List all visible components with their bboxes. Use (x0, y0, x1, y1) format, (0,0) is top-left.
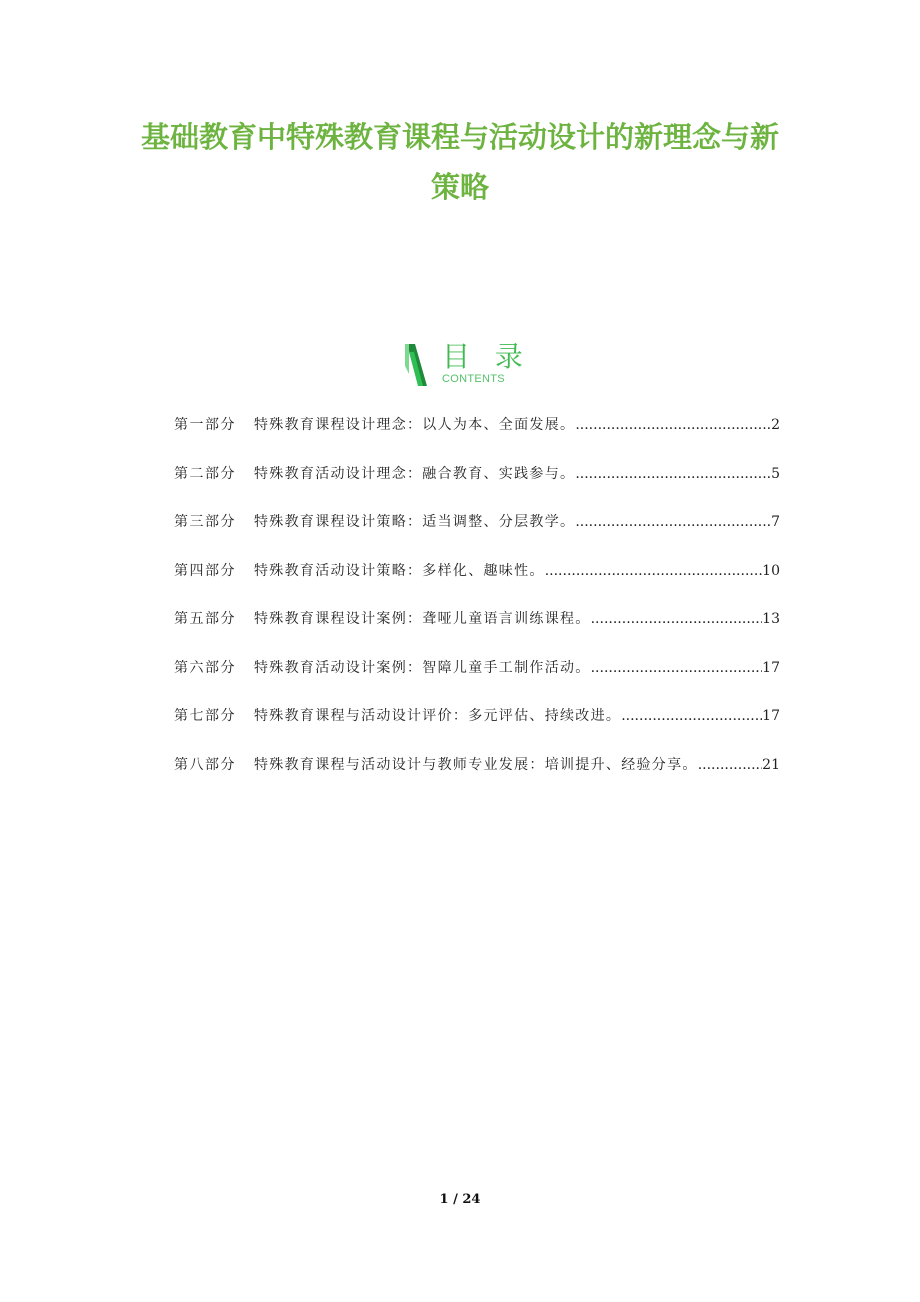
toc-entry-leader-dots (591, 653, 763, 683)
toc-entry-leader-dots (621, 701, 762, 731)
toc-entry-part-3[interactable] (174, 507, 780, 556)
toc-entry-title: 特殊教育活动设计理念：融合教育、实践参与。 (254, 465, 576, 482)
toc-header (405, 342, 535, 388)
toc-entry-page-number: 7 (771, 514, 780, 530)
toc-entry-part-7[interactable] (174, 701, 780, 750)
toc-entry-leader-dots (591, 604, 763, 634)
toc-entry-page-number: 13 (762, 611, 780, 627)
toc-entry-page-number: 17 (762, 708, 780, 724)
toc-entry-title: 特殊教育活动设计策略：多样化、趣味性。 (254, 562, 545, 579)
toc-entry-title: 特殊教育课程设计理念：以人为本、全面发展。 (254, 417, 576, 433)
toc-entry-page-number: 2 (771, 417, 780, 433)
toc-entry-title: 特殊教育课程设计策略：适当调整、分层教学。 (254, 514, 576, 530)
toc-entry-part-label: 第二部分 (174, 465, 236, 482)
document-title-line-1: 基础教育中特殊教育课程与活动设计的新理念与新 (140, 120, 779, 154)
document-title-line-2: 策略 (430, 170, 489, 204)
toc-entry-part-label: 第六部分 (174, 659, 236, 676)
table-of-contents (174, 410, 780, 798)
toc-entry-part-6[interactable] (174, 653, 780, 702)
toc-entry-page-number: 10 (762, 562, 780, 579)
toc-entry-title: 特殊教育课程设计案例：聋哑儿童语言训练课程。 (254, 611, 591, 627)
toc-entry-page-number: 17 (762, 659, 780, 676)
toc-entry-page-number: 21 (762, 756, 780, 773)
toc-entry-page-number: 5 (771, 465, 780, 482)
document-title (120, 112, 800, 212)
toc-entry-part-label: 第八部分 (174, 756, 236, 773)
toc-heading: 目 录 (442, 340, 531, 373)
toc-entry-part-label: 第一部分 (174, 417, 236, 433)
toc-entry-title: 特殊教育活动设计案例：智障儿童手工制作活动。 (254, 659, 591, 676)
toc-entry-title: 特殊教育课程与活动设计与教师专业发展：培训提升、经验分享。 (254, 756, 698, 773)
toc-entry-leader-dots (575, 459, 771, 489)
toc-entry-part-8[interactable] (174, 750, 780, 799)
toc-entry-part-label: 第七部分 (174, 708, 236, 724)
toc-entry-leader-dots (575, 507, 771, 537)
toc-entry-part-label: 第三部分 (174, 514, 236, 530)
toc-subheading: CONTENTS (442, 373, 505, 385)
toc-entry-part-label: 第五部分 (174, 611, 236, 627)
toc-entry-part-2[interactable] (174, 459, 780, 508)
toc-logo-icon (405, 344, 427, 386)
toc-entry-leader-dots (575, 410, 771, 440)
toc-entry-part-5[interactable] (174, 604, 780, 653)
toc-entry-title: 特殊教育课程与活动设计评价：多元评估、持续改进。 (254, 708, 622, 724)
page-indicator: 1 / 24 (439, 1192, 481, 1207)
toc-entry-part-1[interactable] (174, 410, 780, 459)
toc-entry-part-4[interactable] (174, 556, 780, 605)
toc-entry-part-label: 第四部分 (174, 562, 236, 579)
toc-entry-leader-dots (545, 556, 762, 586)
toc-entry-leader-dots (698, 750, 762, 780)
